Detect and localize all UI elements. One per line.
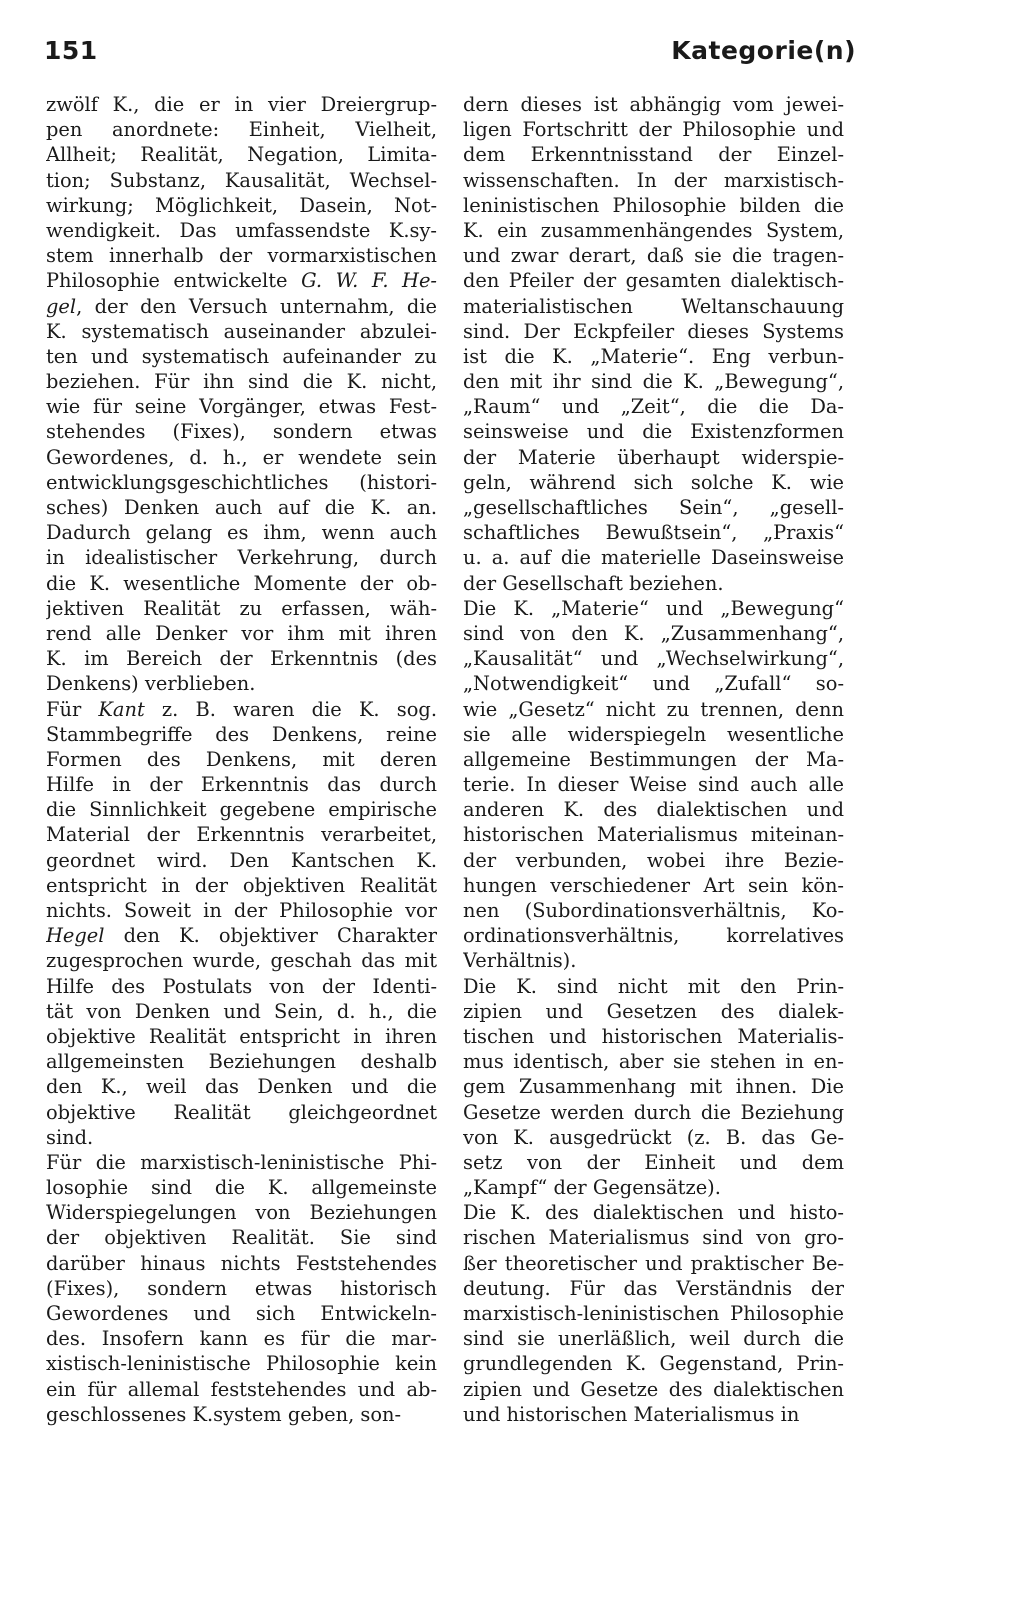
right-column-line: Verhältnis).	[463, 949, 577, 973]
right-column-line: tischen und historischen Materialis-	[463, 1024, 844, 1048]
left-column-line: K. im Bereich der Erkenntnis (des	[46, 647, 437, 671]
left-column-line: nichts. Soweit in der Philosophie vor	[46, 899, 437, 922]
left-column-line: ein für allemal feststehendes und ab-	[46, 1377, 437, 1401]
left-column-line: objektive Realität gleichgeordnet	[46, 1100, 437, 1124]
left-column-line: Material der Erkenntnis verarbeitet,	[46, 823, 437, 847]
right-column-line: marxistisch-leninistischen Philosophie	[463, 1302, 844, 1325]
left-column-line: pen anordnete: Einheit, Vielheit,	[46, 118, 437, 142]
left-column-line: Hilfe des Postulats von der Identi-	[46, 974, 437, 998]
right-column-line: und historischen Materialismus in	[463, 1402, 800, 1426]
italic-name: Kant	[98, 697, 145, 721]
right-column-line: grundlegenden K. Gegenstand, Prin-	[463, 1352, 844, 1376]
left-column-line: in idealistischer Verkehrung, durch	[46, 546, 437, 570]
right-column-line: sind sie unerläßlich, weil durch die	[463, 1327, 844, 1351]
left-column-line: darüber hinaus nichts Feststehendes	[46, 1251, 437, 1275]
right-column-line: dern dieses ist abhängig vom jewei-	[463, 93, 844, 116]
left-column-line: die K. wesentliche Momente der ob-	[46, 571, 437, 595]
left-column-line: Für die marxistisch-leninistische Phi-	[46, 1150, 437, 1174]
right-column-line: wissenschaften. In der marxistisch-	[463, 168, 844, 192]
italic-name: G. W. F. He-	[301, 269, 437, 293]
left-column-line: Für Kant z. B. waren die K. sog.	[46, 697, 437, 721]
left-column-line: der objektiven Realität. Sie sind	[46, 1226, 437, 1250]
right-column-line: deutung. Für das Verständnis der	[463, 1276, 844, 1300]
left-column-line: geschlossenes K.system geben, son-	[46, 1402, 402, 1426]
right-column-line: „Kampf“ der Gegensätze).	[463, 1176, 721, 1200]
right-column-line: historischen Materialismus miteinan-	[463, 823, 844, 847]
right-column-line: „Kausalität“ und „Wechselwirkung“,	[463, 647, 844, 671]
left-column-line: beziehen. Für ihn sind die K. nicht,	[46, 370, 437, 394]
right-column-line: seinsweise und die Existenzformen	[463, 420, 844, 444]
right-column-line: den mit ihr sind die K. „Bewegung“,	[463, 370, 844, 394]
left-column-line: sind.	[46, 1125, 94, 1149]
left-column-line: zwölf K., die er in vier Dreiergrup-	[46, 93, 437, 116]
left-column-line: stem innerhalb der vormarxistischen	[46, 244, 437, 268]
left-column-line: des. Insofern kann es für die mar-	[46, 1327, 437, 1351]
right-column-line: „Raum“ und „Zeit“, die die Da-	[463, 395, 844, 419]
left-column-line: xistisch-leninistische Philosophie kein	[46, 1352, 437, 1376]
right-column-line: Die K. des dialektischen und histo-	[463, 1201, 844, 1225]
right-column-line: „Notwendigkeit“ und „Zufall“ so-	[463, 672, 844, 696]
left-column-line: Gewordenes, d. h., er wendete sein	[46, 445, 437, 469]
left-column-line: Stammbegriffe des Denkens, reine	[46, 722, 437, 746]
right-column-line: mus identisch, aber sie stehen in en-	[463, 1050, 844, 1074]
left-column-line: Gewordenes und sich Entwickeln-	[46, 1302, 437, 1325]
page-number: 151	[44, 36, 98, 65]
right-column-line: leninistischen Philosophie bilden die	[463, 193, 844, 217]
left-column-line: wendigkeit. Das umfassendste K.sy-	[46, 218, 437, 242]
right-column-line: der Materie überhaupt widerspie-	[463, 445, 844, 469]
right-column-line: ßer theoretischer und praktischer Be-	[463, 1251, 844, 1275]
left-column-line: jektiven Realität zu erfassen, wäh-	[46, 596, 437, 620]
left-column-line: Dadurch gelang es ihm, wenn auch	[46, 521, 437, 545]
left-column-line: Philosophie entwickelte G. W. F. He-	[46, 269, 437, 293]
left-column-line: tät von Denken und Sein, d. h., die	[46, 999, 437, 1023]
right-column-line: sind von den K. „Zusammenhang“,	[463, 621, 844, 645]
right-column-line: ligen Fortschritt der Philosophie und	[463, 118, 844, 142]
italic-name: Hegel	[46, 924, 105, 948]
right-column-line: wie „Gesetz“ nicht zu trennen, denn	[463, 697, 844, 721]
right-column-line: rischen Materialismus sind von gro-	[463, 1226, 844, 1250]
right-column-line: den Pfeiler der gesamten dialektisch-	[463, 269, 844, 293]
left-column-line: (Fixes), sondern etwas historisch	[46, 1276, 437, 1300]
right-column-line: der Gesellschaft beziehen.	[463, 571, 724, 595]
left-column-line: Denkens) verblieben.	[46, 672, 256, 696]
left-column-line: stehendes (Fixes), sondern etwas	[46, 420, 437, 444]
left-column-line: Hilfe in der Erkenntnis das durch	[46, 773, 437, 797]
left-column-line: sches) Denken auch auf die K. an.	[46, 496, 437, 519]
left-column-line: wie für seine Vorgänger, etwas Fest-	[46, 395, 437, 419]
right-column-line: und zwar derart, daß sie die tragen-	[463, 244, 844, 268]
left-column-line: allgemeinsten Beziehungen deshalb	[46, 1050, 437, 1074]
left-column-line: Allheit; Realität, Negation, Limita-	[46, 143, 437, 167]
right-column-line: zipien und Gesetze des dialektischen	[463, 1377, 844, 1401]
right-column-line: „gesellschaftliches Sein“, „gesell-	[463, 496, 844, 519]
left-column-line: entwicklungsgeschichtliches (histori-	[46, 470, 437, 494]
left-column-line: losophie sind die K. allgemeinste	[46, 1176, 437, 1200]
right-column-line: ist die K. „Materie“. Eng verbun-	[463, 344, 844, 368]
right-column-line: u. a. auf die materielle Daseinsweise	[463, 546, 844, 570]
left-column	[46, 92, 437, 1427]
right-column-line: anderen K. des dialektischen und	[463, 798, 844, 822]
left-column-line: Widerspiegelungen von Beziehungen	[46, 1201, 437, 1225]
left-column-line: Hegel den K. objektiver Charakter	[46, 924, 437, 948]
right-column-line: ordinationsverhältnis, korrelatives	[463, 924, 844, 948]
right-column-line: materialistischen Weltanschauung	[463, 294, 844, 318]
left-column-line: geordnet wird. Den Kantschen K.	[46, 848, 437, 872]
left-column-line: die Sinnlichkeit gegebene empirische	[46, 798, 437, 822]
right-column-line: K. ein zusammenhängendes System,	[463, 218, 844, 242]
right-column-line: sie alle widerspiegeln wesentliche	[463, 722, 844, 746]
right-column-line: allgemeine Bestimmungen der Ma-	[463, 747, 844, 771]
left-column-line: tion; Substanz, Kausalität, Wechsel-	[46, 168, 437, 192]
right-column-line: geln, während sich solche K. wie	[463, 470, 844, 494]
right-column-line: schaftliches Bewußtsein“, „Praxis“	[463, 521, 844, 545]
left-column-line: gel, der den Versuch unternahm, die	[46, 294, 437, 318]
running-head: Kategorie(n)	[671, 36, 856, 65]
left-column-line: wirkung; Möglichkeit, Dasein, Not-	[46, 193, 437, 217]
left-column-line: Formen des Denkens, mit deren	[46, 747, 437, 771]
left-column-line: rend alle Denker vor ihm mit ihren	[46, 621, 437, 645]
right-column-line: sind. Der Eckpfeiler dieses Systems	[463, 319, 844, 343]
right-column-line: von K. ausgedrückt (z. B. das Ge-	[463, 1125, 844, 1149]
right-column-line: dem Erkenntnisstand der Einzel-	[463, 143, 844, 167]
right-column-line: Die K. „Materie“ und „Bewegung“	[463, 596, 844, 620]
left-column-line: K. systematisch auseinander abzulei-	[46, 319, 437, 343]
italic-name: gel	[46, 294, 77, 318]
left-column-line: zugesprochen wurde, geschah das mit	[46, 949, 437, 973]
left-column-line: entspricht in der objektiven Realität	[46, 873, 437, 897]
left-column-line: den K., weil das Denken und die	[46, 1075, 437, 1099]
right-column	[463, 92, 844, 1427]
right-column-line: Gesetze werden durch die Beziehung	[463, 1100, 844, 1124]
right-column-line: gem Zusammenhang mit ihnen. Die	[463, 1075, 844, 1099]
right-column-line: hungen verschiedener Art sein kön-	[463, 873, 844, 897]
right-column-line: nen (Subordinationsverhältnis, Ko-	[463, 899, 844, 922]
right-column-line: Die K. sind nicht mit den Prin-	[463, 974, 844, 998]
left-column-line: objektive Realität entspricht in ihren	[46, 1024, 437, 1048]
right-column-line: setz von der Einheit und dem	[463, 1150, 844, 1174]
right-column-line: der verbunden, wobei ihre Bezie-	[463, 848, 844, 872]
left-column-line: ten und systematisch aufeinander zu	[46, 344, 437, 368]
right-column-line: terie. In dieser Weise sind auch alle	[463, 773, 844, 797]
right-column-line: zipien und Gesetzen des dialek-	[463, 999, 844, 1023]
